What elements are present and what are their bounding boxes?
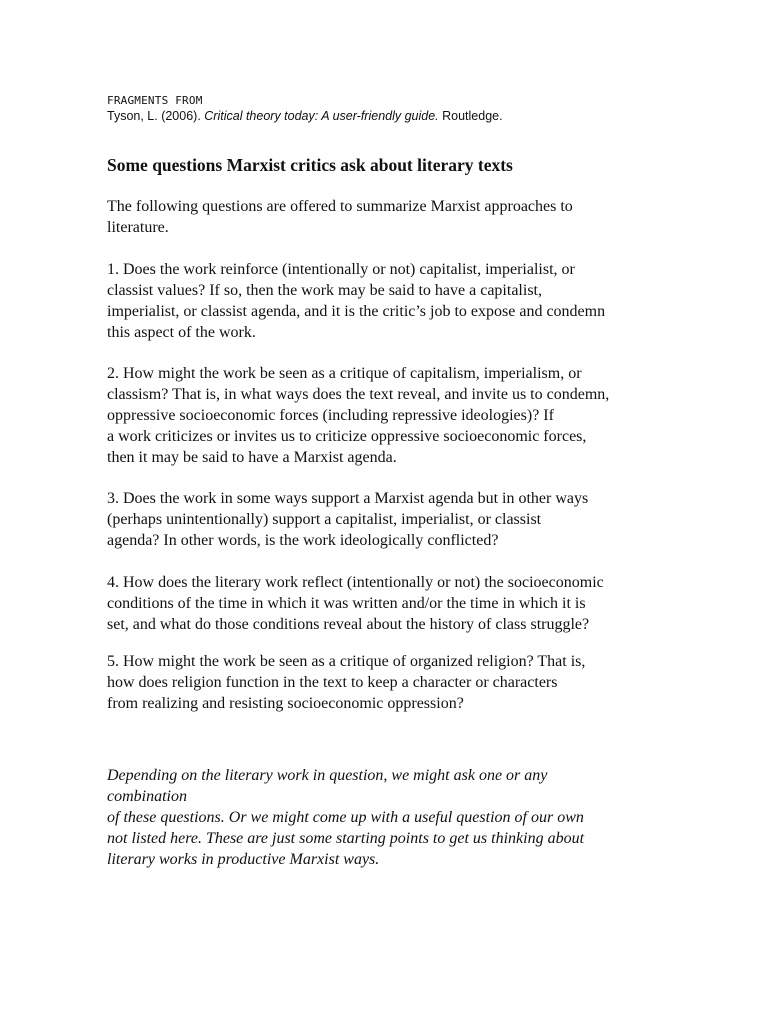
citation — [107, 109, 503, 123]
question-3-line: 3. Does the work in some ways support a Marxist agenda but in other ways — [107, 490, 589, 507]
question-3-line: (perhaps unintentionally) support a capitalist, imperialist, or classist — [107, 511, 542, 528]
intro-line: literature. — [107, 219, 169, 236]
question-2-line: classism? That is, in what ways does the text reveal, and invite us to condemn, — [107, 386, 610, 403]
closing-line: literary works in productive Marxist ways. — [107, 851, 380, 868]
closing-line: combination — [107, 788, 187, 805]
question-2-line: a work criticizes or invites us to criticize oppressive socioeconomic forces, — [107, 428, 587, 445]
closing-line: of these questions. Or we might come up with a useful question of our own — [107, 809, 584, 826]
closing-line: not listed here. These are just some starting points to get us thinking about — [107, 830, 585, 847]
question-1-line: classist values? If so, then the work may be said to have a capitalist, — [107, 282, 542, 299]
fragments-label: FRAGMENTS FROM — [107, 94, 203, 107]
question-5-line: how does religion function in the text to keep a character or characters — [107, 674, 558, 691]
question-2-line: then it may be said to have a Marxist agenda. — [107, 449, 397, 466]
question-1-line: this aspect of the work. — [107, 324, 256, 341]
question-1-line: imperialist, or classist agenda, and it is the critic’s job to expose and condemn — [107, 303, 606, 320]
question-3-line: agenda? In other words, is the work ideologically conflicted? — [107, 532, 499, 549]
question-5-line: from realizing and resisting socioeconomic oppression? — [107, 695, 464, 712]
question-4-line: 4. How does the literary work reflect (intentionally or not) the socioeconomic — [107, 574, 604, 591]
question-4-line: conditions of the time in which it was written and/or the time in which it is — [107, 595, 586, 612]
question-1-line: 1. Does the work reinforce (intentionally or not) capitalist, imperialist, or — [107, 261, 575, 278]
citation-author: Tyson, L. (2006). — [107, 109, 205, 123]
question-4-line: set, and what do those conditions reveal about the history of class struggle? — [107, 616, 590, 633]
closing-line: Depending on the literary work in question, we might ask one or any — [107, 767, 548, 784]
question-5-line: 5. How might the work be seen as a critique of organized religion? That is, — [107, 653, 586, 670]
intro-line: The following questions are offered to summarize Marxist approaches to — [107, 198, 573, 215]
page-title: Some questions Marxist critics ask about literary texts — [107, 155, 513, 175]
citation-publisher: Routledge. — [438, 109, 503, 123]
question-2-line: oppressive socioeconomic forces (including repressive ideologies)? If — [107, 407, 554, 424]
question-2-line: 2. How might the work be seen as a critique of capitalism, imperialism, or — [107, 365, 582, 382]
citation-title: Critical theory today: A user-friendly guide. — [204, 109, 439, 123]
